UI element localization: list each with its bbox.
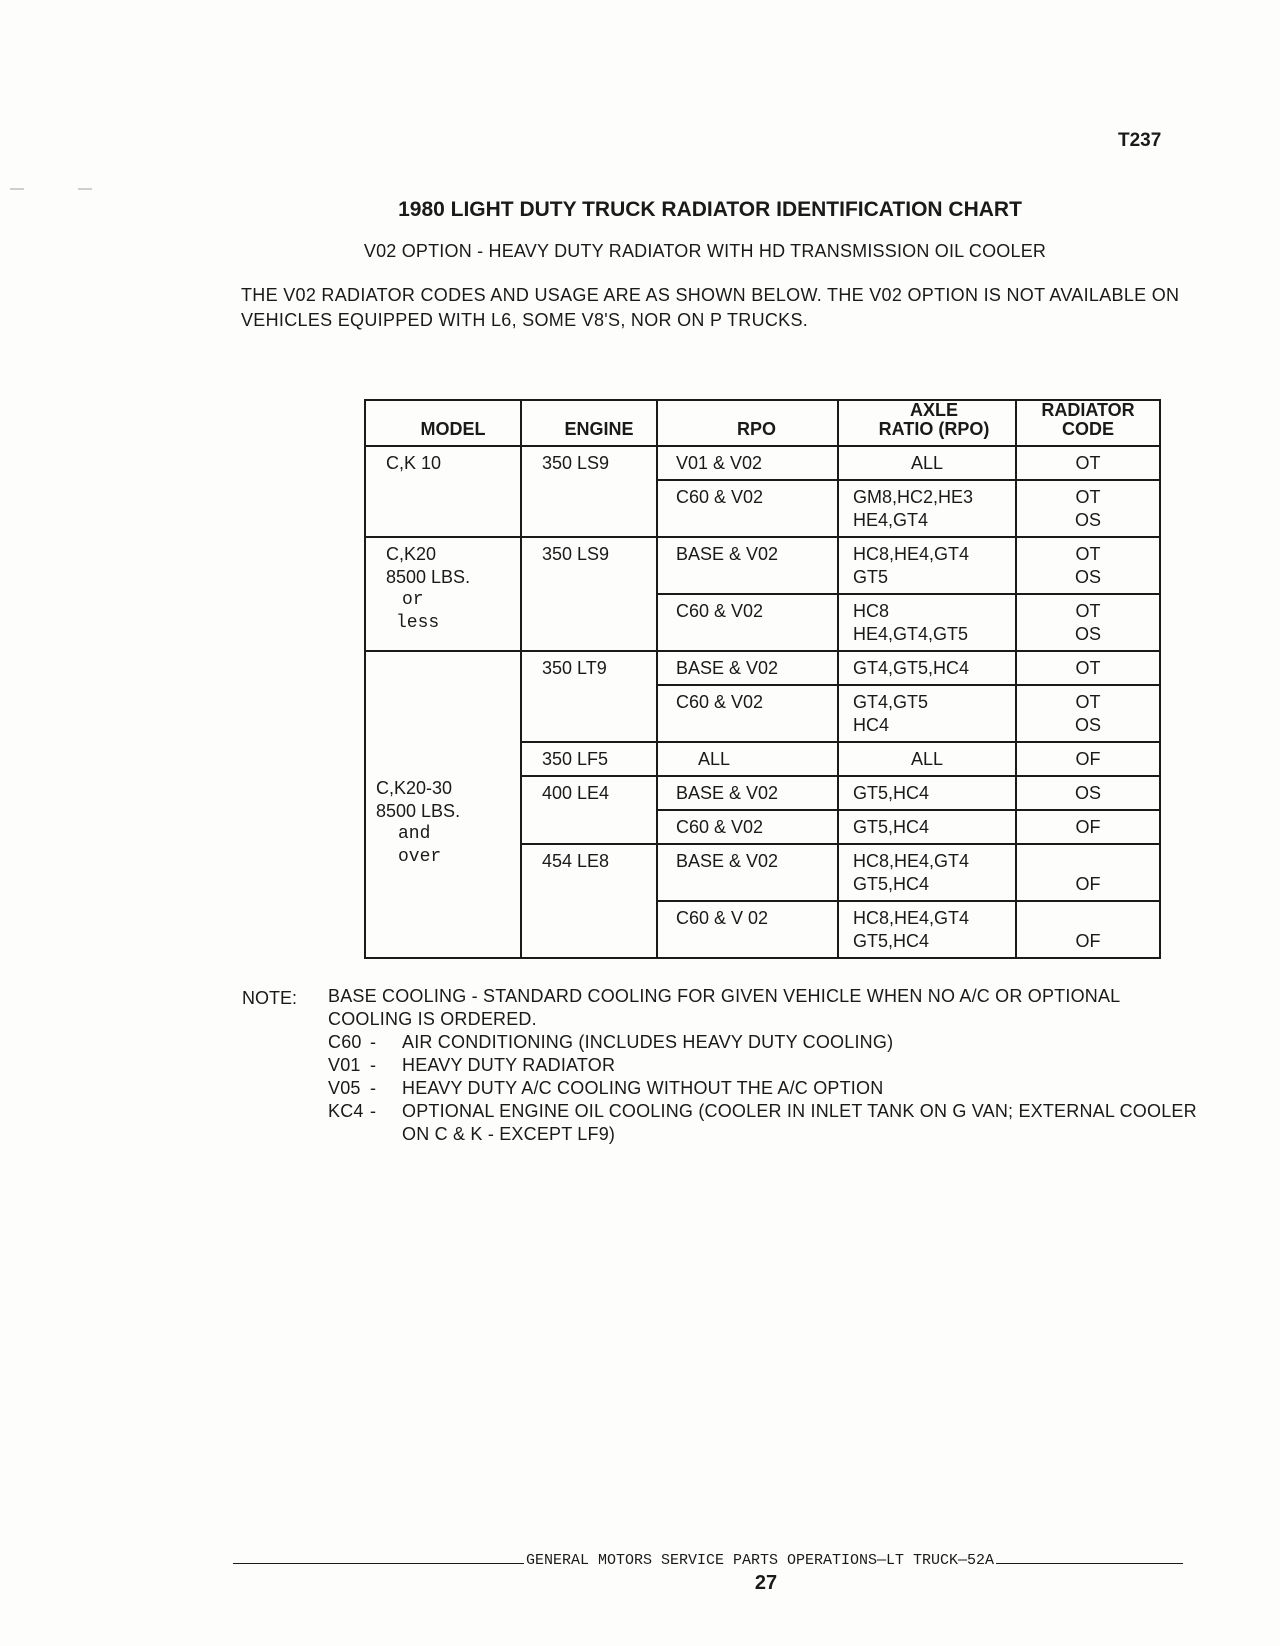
axle-line: HC4 <box>853 715 890 735</box>
header-radiator-code <box>1016 400 1160 446</box>
header-radiator-line2: CODE <box>1061 419 1114 439</box>
code-line: OT <box>1075 544 1101 564</box>
code-line <box>1017 850 1159 873</box>
model-cell: C,K 10 <box>365 446 521 537</box>
definition-row <box>328 1077 1208 1100</box>
axle-cell: GT5,HC4 <box>838 810 1016 844</box>
radiator-code-cell: OT <box>1016 651 1160 685</box>
axle-line: GT5,HC4 <box>853 874 930 894</box>
code-line: OT <box>1075 601 1101 621</box>
rpo-cell: C60 & V02 <box>657 480 838 537</box>
definition-text: AIR CONDITIONING (INCLUDES HEAVY DUTY COOLING) <box>402 1032 894 1052</box>
margin-mark <box>10 188 24 190</box>
radiator-code-cell: OF <box>1016 810 1160 844</box>
header-model: MODEL <box>365 400 521 446</box>
model-cell <box>365 651 521 958</box>
code-line: OS <box>1074 567 1101 587</box>
rpo-cell: V01 & V02 <box>657 446 838 480</box>
note-label: NOTE: <box>242 988 298 1008</box>
page-title: 1980 LIGHT DUTY TRUCK RADIATOR IDENTIFICATION CHART <box>398 198 1022 221</box>
axle-cell <box>838 537 1016 594</box>
definition-dash: - <box>370 1101 377 1121</box>
table-row <box>365 446 1160 480</box>
definition-dash: - <box>370 1032 377 1052</box>
table-header-row <box>365 400 1160 446</box>
model-line: and <box>398 823 431 844</box>
code-line: OS <box>1074 510 1101 530</box>
radiator-code-cell: OF <box>1016 742 1160 776</box>
notes-block <box>328 985 1208 1146</box>
definition-code: C60 <box>328 1032 362 1052</box>
engine-cell: 350 LS9 <box>521 446 657 537</box>
footer-label: GENERAL MOTORS SERVICE PARTS OPERATIONS—LT TRUCK—52A <box>525 1552 995 1569</box>
engine-cell: 454 LE8 <box>521 844 657 958</box>
definition-dash: - <box>370 1055 377 1075</box>
radiator-code-cell <box>1016 844 1160 901</box>
code-line: OT <box>1075 487 1101 507</box>
code-line: OF <box>1075 874 1101 894</box>
model-line: 8500 LBS. <box>386 567 471 587</box>
axle-cell: ALL <box>838 446 1016 480</box>
model-line: over <box>398 846 442 867</box>
document-code: T237 <box>1118 130 1162 151</box>
model-line: C,K20 <box>386 544 437 564</box>
rpo-cell: C60 & V02 <box>657 594 838 651</box>
footer-text <box>0 1552 1280 1569</box>
axle-line: GT5,HC4 <box>853 931 930 951</box>
definition-dash: - <box>370 1078 377 1098</box>
axle-line: HE4,GT4 <box>853 510 929 530</box>
axle-cell <box>838 685 1016 742</box>
header-rpo: RPO <box>657 400 838 446</box>
definition-text: HEAVY DUTY A/C COOLING WITHOUT THE A/C OPTION <box>402 1078 884 1098</box>
engine-cell: 350 LF5 <box>521 742 657 776</box>
header-engine: ENGINE <box>521 400 657 446</box>
radiator-code-cell <box>1016 901 1160 958</box>
rpo-cell: C60 & V02 <box>657 810 838 844</box>
definition-text: OPTIONAL ENGINE OIL COOLING (COOLER IN INLET TANK ON G VAN; EXTERNAL COOLER ON C & K - EXCEPT LF9) <box>402 1101 1197 1144</box>
model-cell <box>365 537 521 651</box>
axle-cell: GT5,HC4 <box>838 776 1016 810</box>
definition-code: V05 <box>328 1078 361 1098</box>
axle-line: HC8,HE4,GT4 <box>853 544 970 564</box>
axle-cell: ALL <box>838 742 1016 776</box>
definition-code: KC4 <box>328 1101 364 1121</box>
page-number: 27 <box>754 1572 778 1594</box>
axle-cell <box>838 480 1016 537</box>
model-line: C,K20-30 <box>376 777 453 798</box>
rpo-cell: C60 & V 02 <box>657 901 838 958</box>
base-cooling-note-cont: COOLING IS ORDERED. <box>328 1009 537 1029</box>
axle-line: HC8 <box>853 601 890 621</box>
header-radiator-line1: RADIATOR <box>1041 400 1135 420</box>
intro-paragraph: THE V02 RADIATOR CODES AND USAGE ARE AS SHOWN BELOW. THE V02 OPTION IS NOT AVAILABLE ON VEHICLES EQUIPPED WITH L6, SOME V8'S, NOR ON P TRUCKS. <box>241 285 1180 330</box>
table-row <box>365 537 1160 594</box>
axle-line: GT5 <box>853 567 889 587</box>
axle-cell <box>838 901 1016 958</box>
model-line: less <box>396 613 440 633</box>
definition-text: HEAVY DUTY RADIATOR <box>402 1055 616 1075</box>
radiator-code-cell <box>1016 537 1160 594</box>
rpo-cell: C60 & V02 <box>657 685 838 742</box>
radiator-code-cell: OS <box>1016 776 1160 810</box>
axle-cell <box>838 594 1016 651</box>
axle-cell: GT4,GT5,HC4 <box>838 651 1016 685</box>
code-line <box>1017 907 1159 930</box>
rpo-cell: BASE & V02 <box>657 844 838 901</box>
header-axle-line1: AXLE <box>909 400 958 420</box>
axle-line: GM8,HC2,HE3 <box>853 487 974 507</box>
code-line: OT <box>1075 692 1101 712</box>
radiator-code-cell <box>1016 685 1160 742</box>
rpo-cell: BASE & V02 <box>657 651 838 685</box>
header-axle-ratio <box>838 400 1016 446</box>
definition-code: V01 <box>328 1055 361 1075</box>
radiator-code-cell: OT <box>1016 446 1160 480</box>
page-subtitle: V02 OPTION - HEAVY DUTY RADIATOR WITH HD TRANSMISSION OIL COOLER <box>363 241 1047 261</box>
model-line: or <box>402 590 424 610</box>
axle-cell <box>838 844 1016 901</box>
rpo-cell: ALL <box>657 742 838 776</box>
axle-line: HE4,GT4,GT5 <box>853 624 969 644</box>
radiator-chart-table <box>364 399 1161 959</box>
table-row <box>365 651 1160 685</box>
model-line: 8500 LBS. <box>376 800 461 821</box>
axle-line: HC8,HE4,GT4 <box>853 851 970 871</box>
code-line: OF <box>1075 931 1101 951</box>
definition-row <box>328 1054 1208 1077</box>
code-line: OS <box>1074 715 1101 735</box>
engine-cell: 350 LT9 <box>521 651 657 742</box>
axle-line: HC8,HE4,GT4 <box>853 908 970 928</box>
radiator-code-cell <box>1016 480 1160 537</box>
engine-cell: 400 LE4 <box>521 776 657 844</box>
code-line: OS <box>1074 624 1101 644</box>
definition-row <box>328 1100 1208 1146</box>
header-axle-line2: RATIO (RPO) <box>878 419 990 439</box>
rpo-cell: BASE & V02 <box>657 776 838 810</box>
margin-mark <box>78 188 92 190</box>
rpo-cell: BASE & V02 <box>657 537 838 594</box>
base-cooling-note: BASE COOLING - STANDARD COOLING FOR GIVEN VEHICLE WHEN NO A/C OR OPTIONAL <box>328 986 1121 1006</box>
engine-cell: 350 LS9 <box>521 537 657 651</box>
radiator-code-cell <box>1016 594 1160 651</box>
definition-row <box>328 1031 1208 1054</box>
axle-line: GT4,GT5 <box>853 692 929 712</box>
